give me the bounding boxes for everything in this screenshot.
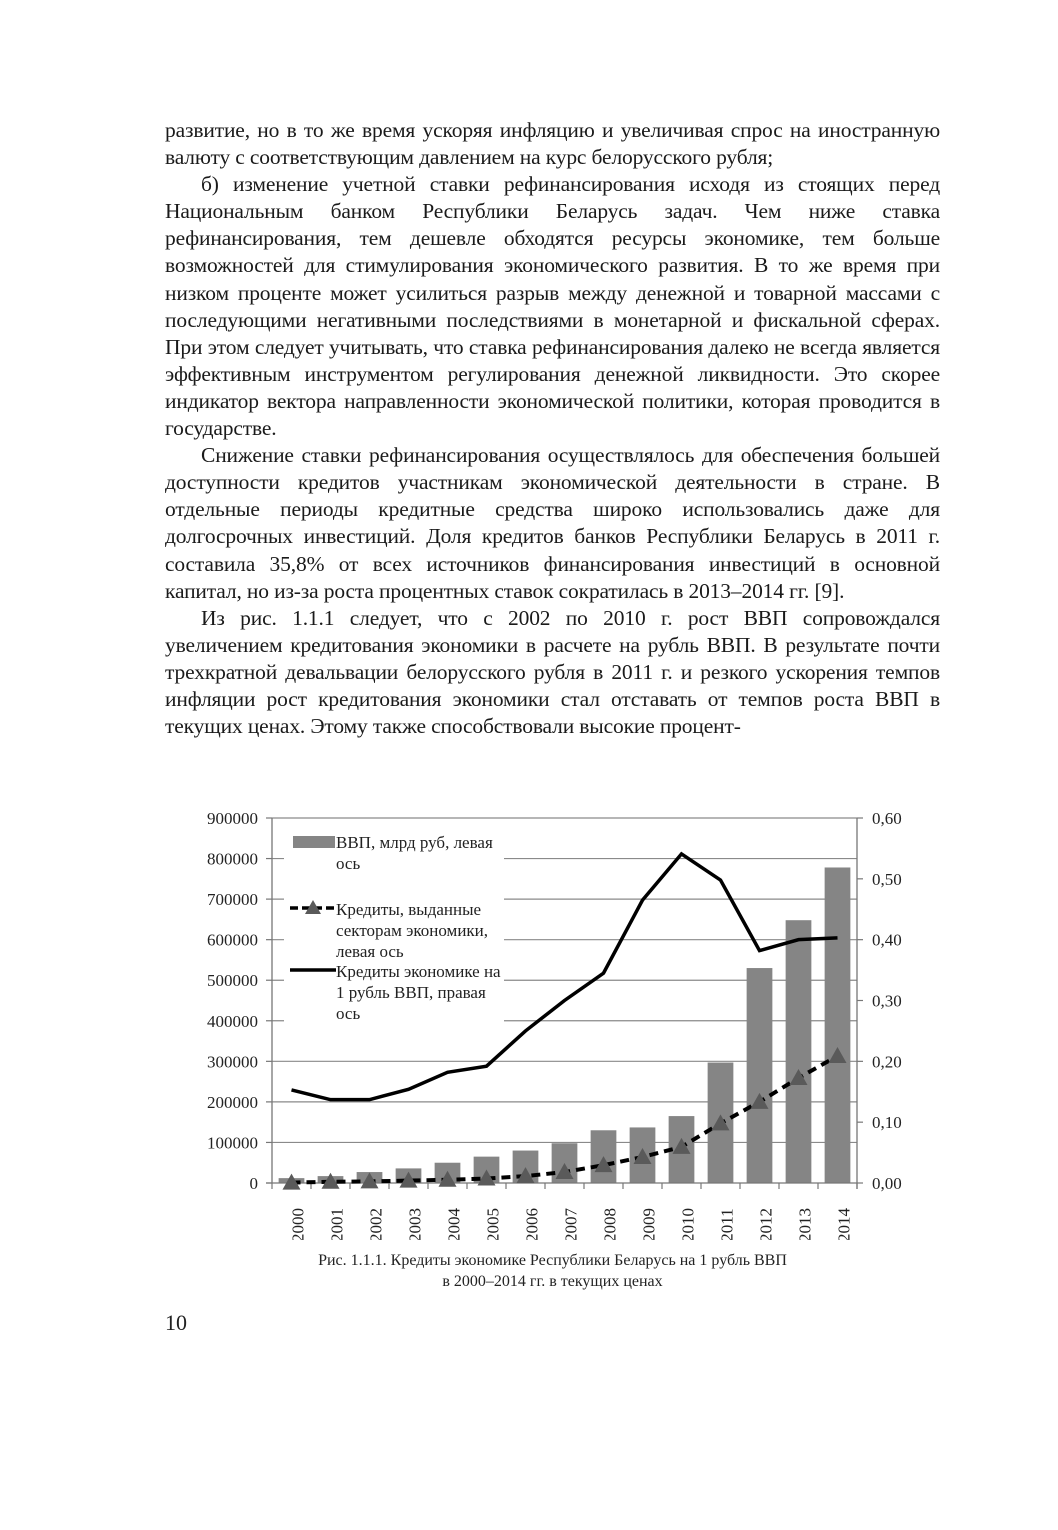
legend-label-1: ось — [336, 854, 361, 873]
legend-label-2: левая ось — [336, 942, 404, 961]
bar-gdp-2012 — [747, 968, 773, 1183]
legend-label-2: секторам экономики, — [336, 921, 489, 940]
legend-label-3: ось — [336, 1004, 361, 1023]
x-tick-label: 2012 — [756, 1208, 776, 1240]
left-tick-label: 900000 — [207, 809, 258, 828]
paragraph-3: Снижение ставки рефинансирования осуществлялось для обеспечения большей доступности кредитов участникам экономической деятельности в стране. В отдельные периоды кредитные средства широко использовались даже для долгосрочных инвестиций. Доля кредитов банков Республики Беларусь в 2011 г. составила 35,8% от всех источников финансирования инвестиций в основной капитал, но из-за роста процентных ставок сократилась в 2013–2014 гг. [9]. — [165, 443, 940, 603]
paragraph-4: Из рис. 1.1.1 следует, что с 2002 по 2010 г. рост ВВП сопровождался увеличением кредитования экономики в расчете на рубль ВВП. В результате почти трехкратной девальвации белорусского рубля в 2011 г. и резкого ускорения темпов инфляции рост кредитования экономики стал отставать от темпов роста ВВП в текущих ценах. Этому также способствовали высокие процент- — [165, 605, 940, 739]
x-tick-label: 2008 — [600, 1208, 620, 1240]
x-tick-label: 2005 — [483, 1208, 503, 1240]
left-tick-label: 0 — [249, 1174, 258, 1193]
x-tick-label: 2001 — [327, 1208, 347, 1240]
legend-label-3: 1 рубль ВВП, правая — [336, 983, 486, 1002]
left-tick-label: 400000 — [207, 1011, 258, 1031]
caption-line-1: Рис. 1.1.1. Кредиты экономике Республики Беларусь на 1 рубль ВВП — [318, 1252, 787, 1269]
legend-label-1: ВВП, млрд руб, левая — [336, 833, 493, 852]
x-tick-label: 2006 — [522, 1208, 542, 1240]
left-tick-label: 200000 — [207, 1092, 258, 1112]
x-tick-label: 2011 — [717, 1208, 737, 1240]
left-tick-label: 300000 — [207, 1052, 258, 1072]
x-tick-label: 2010 — [678, 1208, 698, 1240]
x-tick-label: 2002 — [366, 1208, 386, 1240]
right-tick-label: 0,30 — [872, 991, 902, 1011]
left-tick-label: 800000 — [207, 849, 258, 869]
x-tick-label: 2013 — [795, 1208, 815, 1240]
right-tick-label: 0,10 — [872, 1113, 902, 1133]
left-tick-label: 700000 — [207, 890, 258, 910]
paragraph-2: б) изменение учетной ставки рефинансирования исходя из стоящих перед Национальным банком Республики Беларусь задач. Чем ниже ставка рефинансирования, тем дешевле обходятся ресурсы экономике, тем больше возможностей для стимулирования экономического развития. В то же время при низком проценте может усилиться разрыв между денежной и товарной массами с последующими негативными последствиями в монетарной и фискальной сферах. При этом следует учитывать, что ставка рефинансирования далеко не всегда является эффективным инструментом регулирования денежной ликвидности. Это скорее индикатор вектора направленности экономической политики, которая проводится в государстве. — [165, 172, 940, 441]
legend-label-2: Кредиты, выданные — [336, 900, 482, 919]
combo-chart — [170, 800, 930, 1240]
x-tick-label: 2000 — [288, 1208, 308, 1240]
bar-gdp-2013 — [786, 920, 812, 1183]
body-text — [165, 117, 940, 740]
x-tick-label: 2007 — [561, 1208, 581, 1240]
right-tick-label: 0,60 — [872, 809, 902, 828]
legend-swatch-gdp — [293, 836, 335, 848]
page-number: 10 — [165, 1310, 187, 1335]
caption-line-2: в 2000–2014 гг. в текущих ценах — [442, 1273, 663, 1290]
x-tick-label: 2009 — [639, 1208, 659, 1240]
paragraph-1: развитие, но в то же время ускоряя инфляцию и увеличивая спрос на иностранную валюту с соответствующим давлением на курс белорусского рубля; — [165, 118, 940, 170]
left-tick-label: 600000 — [207, 930, 258, 950]
x-tick-label: 2014 — [834, 1208, 854, 1240]
figure-chart — [170, 800, 930, 1240]
right-tick-label: 0,40 — [872, 930, 902, 950]
bar-gdp-2014 — [825, 867, 851, 1183]
legend-label-3: Кредиты экономике на — [336, 962, 501, 981]
figure-caption — [165, 1250, 940, 1292]
right-tick-label: 0,00 — [872, 1174, 902, 1193]
right-tick-label: 0,50 — [872, 869, 902, 889]
right-tick-label: 0,20 — [872, 1052, 902, 1072]
left-tick-label: 100000 — [207, 1133, 258, 1153]
left-tick-label: 500000 — [207, 971, 258, 991]
x-tick-label: 2004 — [444, 1208, 464, 1240]
x-tick-label: 2003 — [405, 1208, 425, 1240]
